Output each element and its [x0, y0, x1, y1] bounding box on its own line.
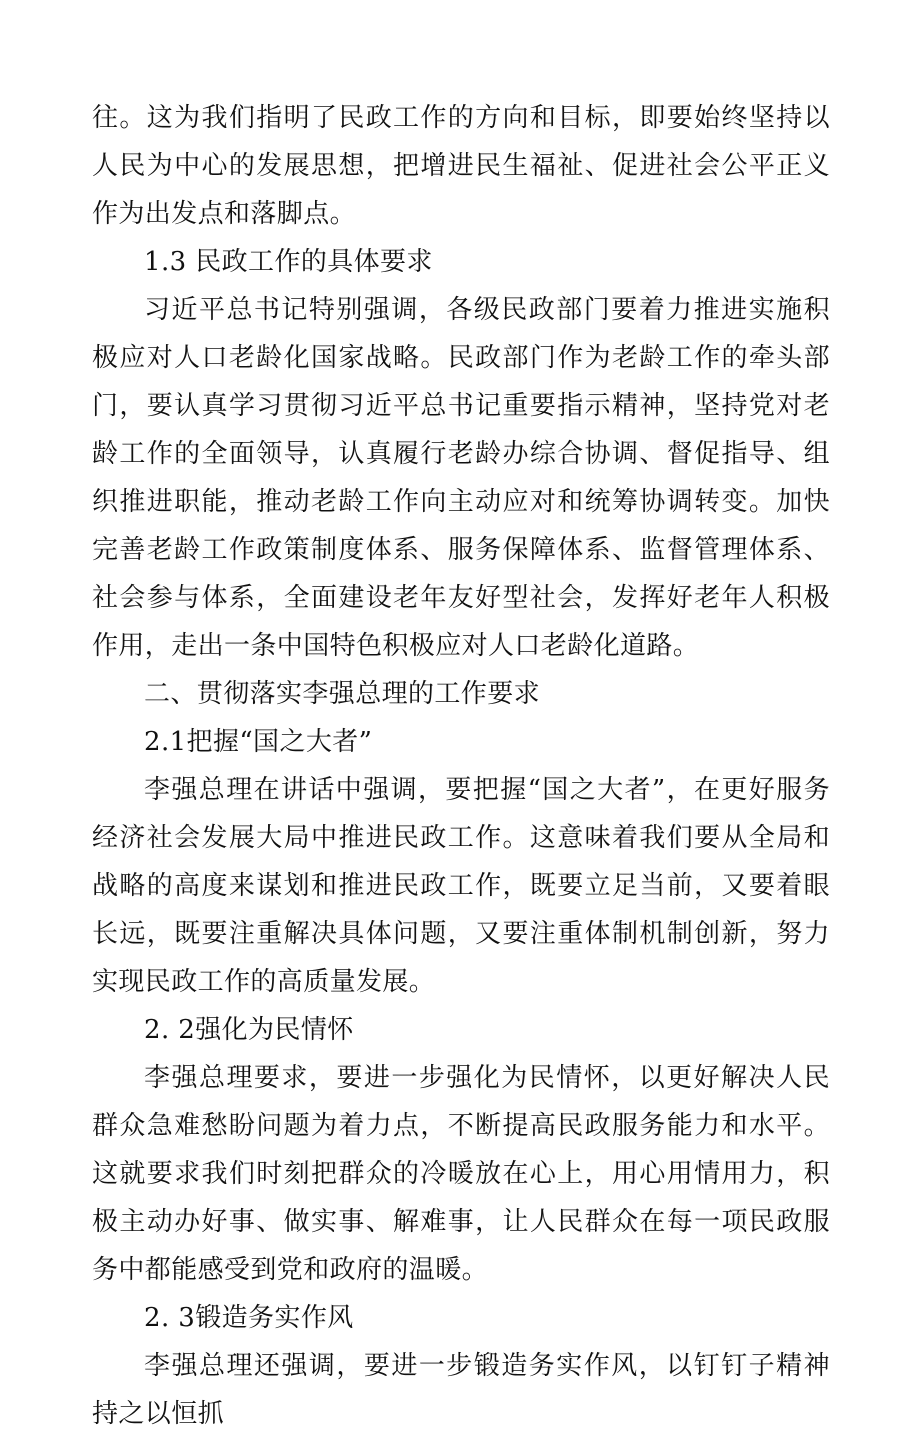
- section-heading-2-2: 2. 2强化为民情怀: [144, 1015, 354, 1045]
- paragraph-people-first: 李强总理要求，要进一步强化为民情怀，以更好解决人民群众急难愁盼问题为着力点，不断提高民政服务能力和水平。这就要求我们时刻把群众的冷暖放在心上，用心用情用力，积极主动办好事、做实事、解难事，让人民群众在每一项民政服务中都能感受到党和政府的温暖。: [92, 1063, 830, 1285]
- paragraph-aging-strategy: 习近平总书记特别强调，各级民政部门要着力推进实施积极应对人口老龄化国家战略。民政部门作为老龄工作的牵头部门，要认真学习贯彻习近平总书记重要指示精神，坚持党对老龄工作的全面领导，认真履行老龄办综合协调、督促指导、组织推进职能，推动老龄工作向主动应对和统筹协调转变。加快完善老龄工作政策制度体系、服务保障体系、监督管理体系、社会参与体系，全面建设老年友好型社会，发挥好老年人积极作用，走出一条中国特色积极应对人口老龄化道路。: [92, 295, 830, 661]
- paragraph-pragmatic-style: 李强总理还强调，要进一步锻造务实作风，以钉钉子精神持之以恒抓: [92, 1351, 830, 1429]
- paragraph-national-priority: 李强总理在讲话中强调，要把握“国之大者”，在更好服务经济社会发展大局中推进民政工作。这意味着我们要从全局和战略的高度来谋划和推进民政工作，既要立足当前，又要着眼长远，既要注重解决具体问题，又要注重体制机制创新，努力实现民政工作的高质量发展。: [92, 775, 830, 997]
- chapter-heading-2: 二、贯彻落实李强总理的工作要求: [144, 679, 541, 709]
- document-body: [92, 94, 830, 1438]
- section-heading-2-3: 2. 3锻造务实作风: [144, 1303, 354, 1333]
- paragraph-continuation: 往。这为我们指明了民政工作的方向和目标，即要始终坚持以人民为中心的发展思想，把增进民生福祉、促进社会公平正义作为出发点和落脚点。: [92, 103, 830, 229]
- section-heading-1-3: 1.3 民政工作的具体要求: [144, 247, 433, 277]
- section-heading-2-1: 2.1把握“国之大者”: [144, 727, 373, 757]
